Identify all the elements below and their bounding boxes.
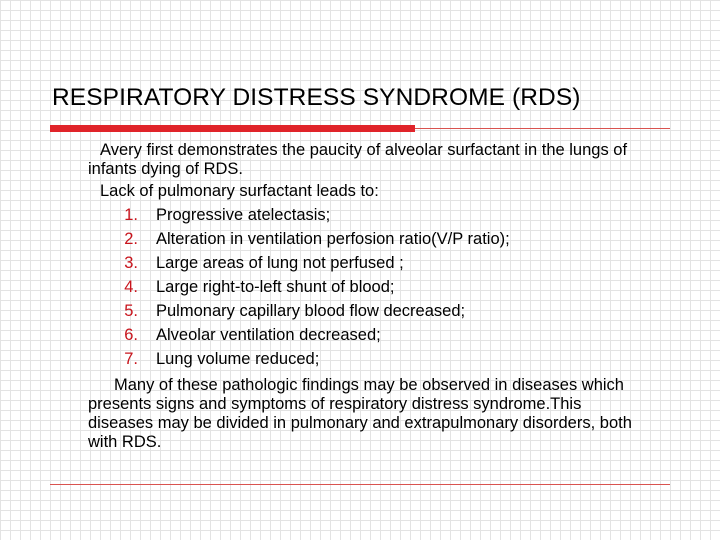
closing-paragraph: Many of these pathologic findings may be observed in diseases which presents signs and symptoms of respiratory distress syndrome.This diseases may be divided in pulmonary and extrapulmonary disorders, both with RDS. <box>88 376 632 451</box>
slide-title: RESPIRATORY DISTRESS SYNDROME (RDS) <box>52 84 581 111</box>
list-item-text: Large right-to-left shunt of blood; <box>156 278 395 296</box>
list-item <box>88 230 648 254</box>
list-item-text: Progressive atelectasis; <box>156 206 331 224</box>
slide-body <box>88 141 648 452</box>
list-item-text: Alveolar ventilation decreased; <box>156 326 381 344</box>
list-item-text: Pulmonary capillary blood flow decreased; <box>156 302 466 320</box>
list-item-number: 5. <box>124 302 138 320</box>
footer-rule <box>50 484 670 485</box>
list-item <box>88 254 648 278</box>
list-item-number: 2. <box>124 230 138 248</box>
list-item <box>88 350 648 374</box>
list-item <box>88 278 648 302</box>
list-item-text: Alteration in ventilation perfosion ratio(V/P ratio); <box>156 230 510 248</box>
consequences-list <box>88 206 648 374</box>
title-underline-thick <box>50 125 415 132</box>
intro-paragraph: Avery first demonstrates the paucity of alveolar surfactant in the lungs of infants dying of RDS. <box>88 141 628 178</box>
list-item-number: 3. <box>124 254 138 272</box>
list-item <box>88 326 648 350</box>
list-item-number: 6. <box>124 326 138 344</box>
list-item <box>88 302 648 326</box>
list-item-number: 7. <box>124 350 138 368</box>
list-item-text: Lung volume reduced; <box>156 350 320 368</box>
list-item-text: Large areas of lung not perfused ; <box>156 254 404 272</box>
list-item-number: 4. <box>124 278 138 296</box>
list-item <box>88 206 648 230</box>
list-item-number: 1. <box>124 206 138 224</box>
title-underline-thin <box>415 128 670 129</box>
list-intro: Lack of pulmonary surfactant leads to: <box>100 182 379 200</box>
